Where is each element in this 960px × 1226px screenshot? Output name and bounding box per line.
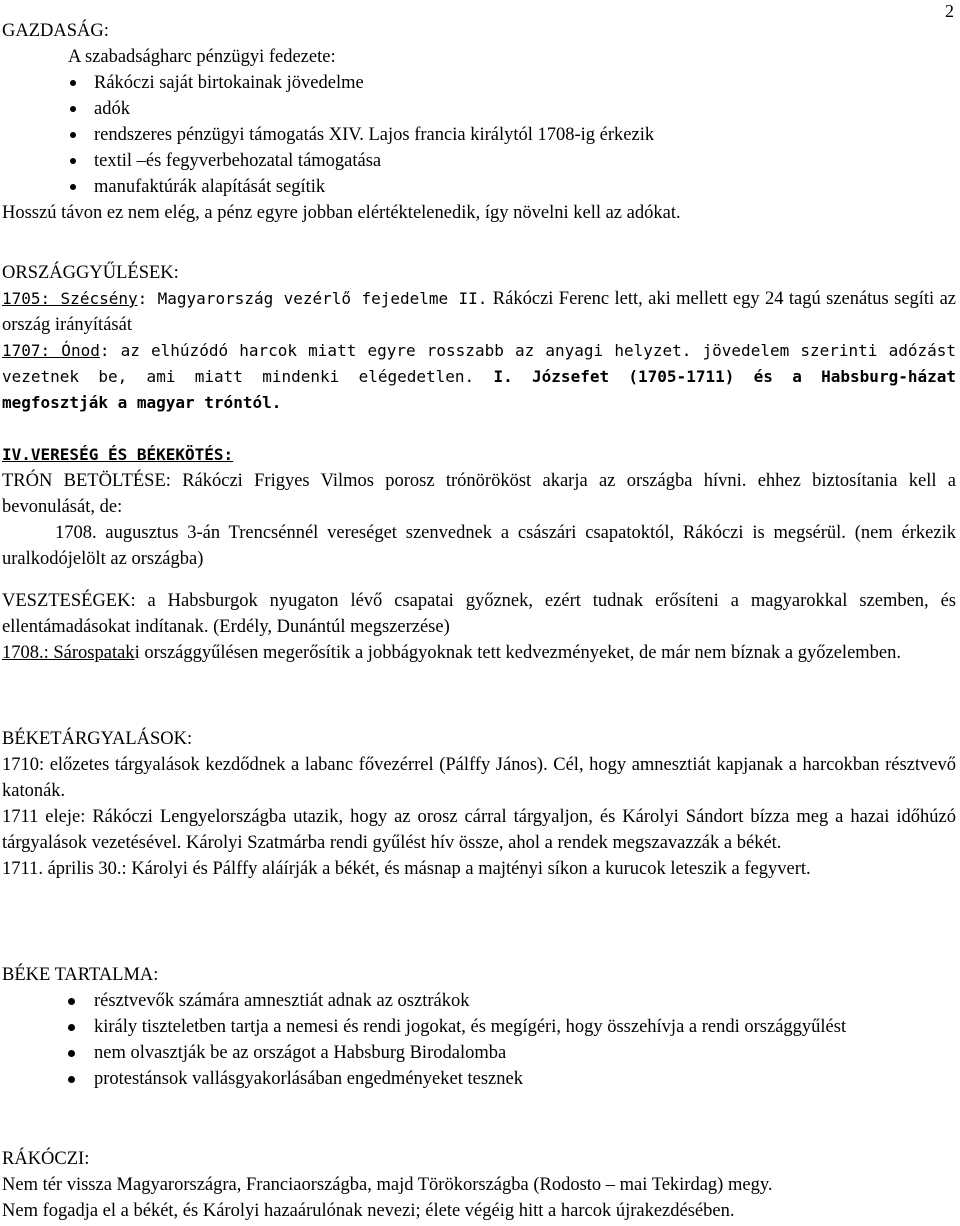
rakoczi-p2: Nem fogadja el a békét, és Károlyi hazaárulónak nevezi; élete végéig hitt a harcok újrakezdésében. bbox=[2, 1201, 735, 1221]
list-item: résztvevők számára amnesztiát adnak az osztrákok bbox=[2, 988, 956, 1014]
trencsen-1708: 1708. augusztus 3-án Trencsénnél vereséget szenvednek a császári csapatoktól, Rákóczi is megsérül. (nem érkezik uralkodójelölt az országba) bbox=[2, 523, 956, 569]
list-item: rendszeres pénzügyi támogatás XIV. Lajos francia királytól 1708-ig érkezik bbox=[2, 122, 956, 148]
section-orszaggyulesek bbox=[2, 260, 956, 416]
text-1707: : az elhúzódó harcok miatt egyre rosszabb az anyagi helyzet. jövedelem szerinti adózást vezetnek be, ami miatt mindenki elégedetlen. bbox=[2, 341, 956, 386]
tron-betoltese: TRÓN BETÖLTÉSE: Rákóczi Frigyes Vilmos porosz trónörököst akarja az országba hívni. ehhez biztosítania kell a bevonulását, de: bbox=[2, 471, 956, 517]
vesztesegek: VESZTESÉGEK: a Habsburgok nyugaton lévő csapatai győznek, ezért tudnak erősíteni a magyarokkal szemben, és ellentámadásokat indítanak. (Erdély, Dunántúl megszerzése) bbox=[2, 591, 956, 637]
gazdasag-list bbox=[2, 70, 956, 200]
gazdasag-heading: GAZDASÁG: bbox=[2, 21, 109, 41]
text-1708: i országgyűlésen megerősítik a jobbágyoknak tett kedvezményeket, de már nem bíznak a győzelemben. bbox=[134, 643, 902, 663]
list-item: király tiszteletben tartja a nemesi és rendi jogokat, és megígéri, hogy összehívja a rendi országgyűlést bbox=[2, 1014, 956, 1040]
beke-tartalma-heading: BÉKE TARTALMA: bbox=[2, 965, 159, 985]
targyalas-1711-aprilis: 1711. április 30.: Károlyi és Pálffy aláírják a békét, és másnap a majtényi síkon a kurucok leteszik a fegyvert. bbox=[2, 859, 811, 879]
list-item: textil –és fegyverbehozatal támogatása bbox=[2, 148, 956, 174]
section-beke-tartalma bbox=[2, 962, 956, 1092]
section-beketargyalasok bbox=[2, 726, 956, 882]
orszaggyules-1705 bbox=[2, 286, 956, 338]
date-1708: 1708.: Sárospatak bbox=[2, 643, 135, 663]
rakoczi-heading: RÁKÓCZI: bbox=[2, 1149, 90, 1169]
orszaggyules-1707 bbox=[2, 338, 956, 416]
section-rakoczi bbox=[2, 1146, 956, 1224]
list-item: protestánsok vallásgyakorlásában engedményeket tesznek bbox=[2, 1066, 956, 1092]
gazdasag-conclusion: Hosszú távon ez nem elég, a pénz egyre jobban elértéktelenedik, így növelni kell az adókat. bbox=[2, 203, 681, 223]
text-1707-bold: I. Józsefet (1705-1711) és a Habsburg-házat megfosztják a magyar tróntól. bbox=[2, 367, 957, 412]
rakoczi-p1: Nem tér vissza Magyarországra, Franciaországba, majd Törökországba (Rodosto – mai Tekirdag) megy. bbox=[2, 1175, 773, 1195]
date-1707: 1707: Ónod bbox=[2, 341, 100, 360]
section-gazdasag bbox=[2, 18, 956, 226]
orszaggyulesek-heading: ORSZÁGGYŰLÉSEK: bbox=[2, 263, 179, 283]
beketargyalasok-heading: BÉKETÁRGYALÁSOK: bbox=[2, 729, 193, 749]
list-item: adók bbox=[2, 96, 956, 122]
list-item: nem olvasztják be az országot a Habsburg Birodalomba bbox=[2, 1040, 956, 1066]
section-vereseg bbox=[2, 442, 956, 666]
page-number: 2 bbox=[945, 1, 954, 21]
beke-tartalma-list bbox=[2, 988, 956, 1092]
text-1705: : Magyarország vezérlő fejedelme II. bbox=[137, 289, 488, 308]
vereseg-heading: IV.VERESÉG ÉS BÉKEKÖTÉS: bbox=[2, 445, 234, 464]
list-item: manufaktúrák alapítását segítik bbox=[2, 174, 956, 200]
targyalas-1710: 1710: előzetes tárgyalások kezdődnek a labanc fővezérrel (Pálffy János). Cél, hogy amnesztiát kapjanak a harcokban résztvevő katonák. bbox=[2, 755, 956, 801]
text-1705-rest: Rákóczi Ferenc lett, aki mellett egy 24 tagú szenátus segíti az ország irányítását bbox=[2, 289, 957, 335]
gazdasag-subheading: A szabadságharc pénzügyi fedezete: bbox=[68, 47, 336, 67]
targyalas-1711-eleje: 1711 eleje: Rákóczi Lengyelországba utazik, hogy az orosz cárral tárgyaljon, és Károlyi Sándort bízza meg a hazai időhúzó tárgyalások vezetésével. Károlyi Szatmárba rendi gyűlést hív össze, ahol a rendek megszavazzák a békét. bbox=[2, 807, 956, 853]
list-item: Rákóczi saját birtokainak jövedelme bbox=[2, 70, 956, 96]
date-1705: 1705: Szécsény bbox=[2, 289, 138, 308]
sarospatak-1708 bbox=[2, 640, 956, 666]
